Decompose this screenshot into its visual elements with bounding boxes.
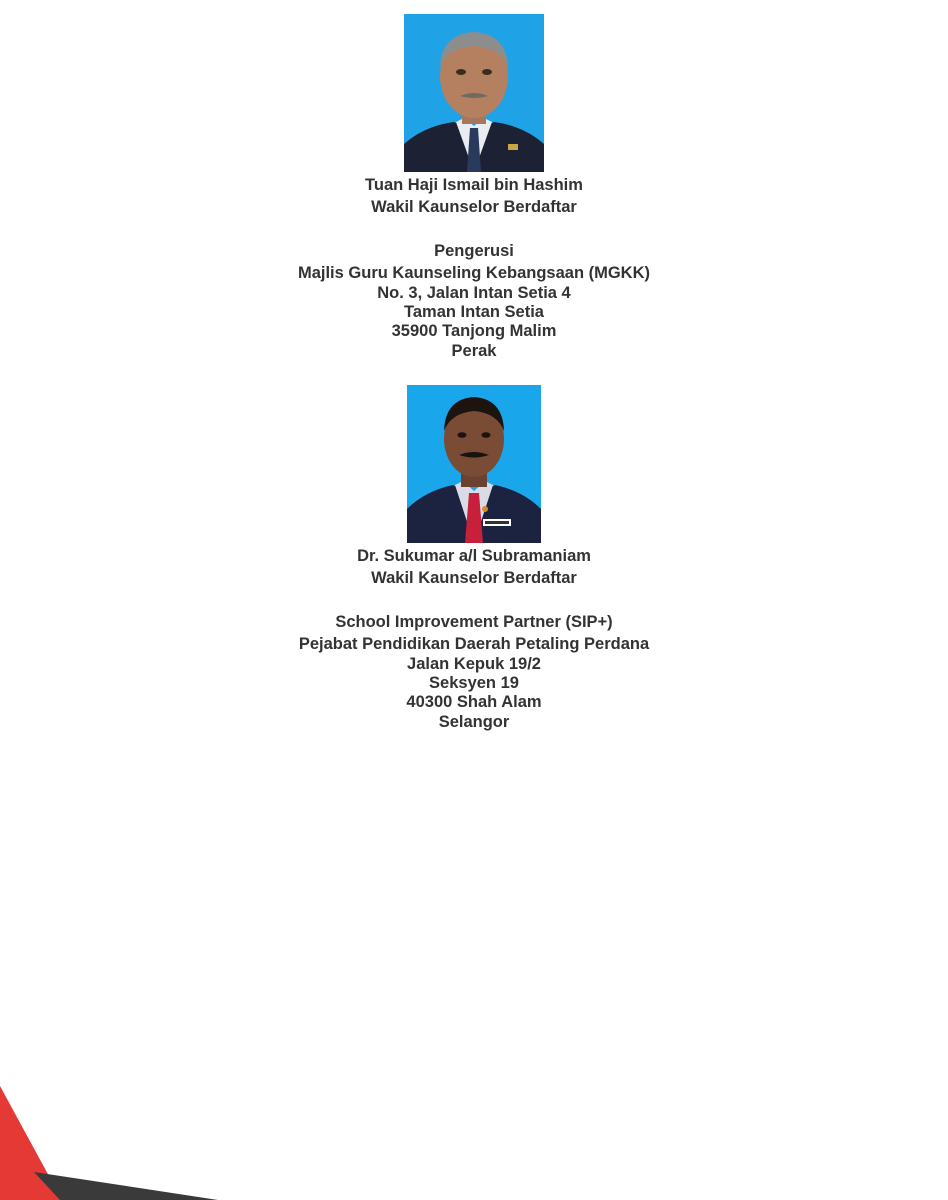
dark-triangle [34, 1172, 218, 1200]
profile-role: Pengerusi [434, 242, 514, 260]
address-line: Taman Intan Setia [404, 303, 544, 321]
profile-credential: Wakil Kaunselor Berdaftar [371, 569, 577, 587]
profile-photo-ismail [404, 14, 544, 172]
address-line: Perak [451, 342, 497, 360]
address-line: No. 3, Jalan Intan Setia 4 [377, 284, 571, 302]
address-line: Jalan Kepuk 19/2 [407, 655, 541, 673]
address-line: Selangor [438, 713, 510, 731]
profile-name: Tuan Haji Ismail bin Hashim [365, 176, 583, 194]
portrait-image [407, 385, 541, 543]
address-line: Pejabat Pendidikan Daerah Petaling Perdana [298, 635, 650, 653]
decorative-corner-shapes [0, 1040, 230, 1200]
profile-photo-sukumar [407, 385, 541, 543]
portrait-image [404, 14, 544, 172]
address-line: Majlis Guru Kaunseling Kebangsaan (MGKK) [297, 264, 651, 282]
profile-role: School Improvement Partner (SIP+) [335, 613, 613, 631]
profile-name: Dr. Sukumar a/l Subramaniam [357, 547, 591, 565]
address-line: Seksyen 19 [429, 674, 519, 692]
address-line: 35900 Tanjong Malim [391, 322, 557, 340]
profile-credential: Wakil Kaunselor Berdaftar [371, 198, 577, 216]
address-line: 40300 Shah Alam [406, 693, 542, 711]
